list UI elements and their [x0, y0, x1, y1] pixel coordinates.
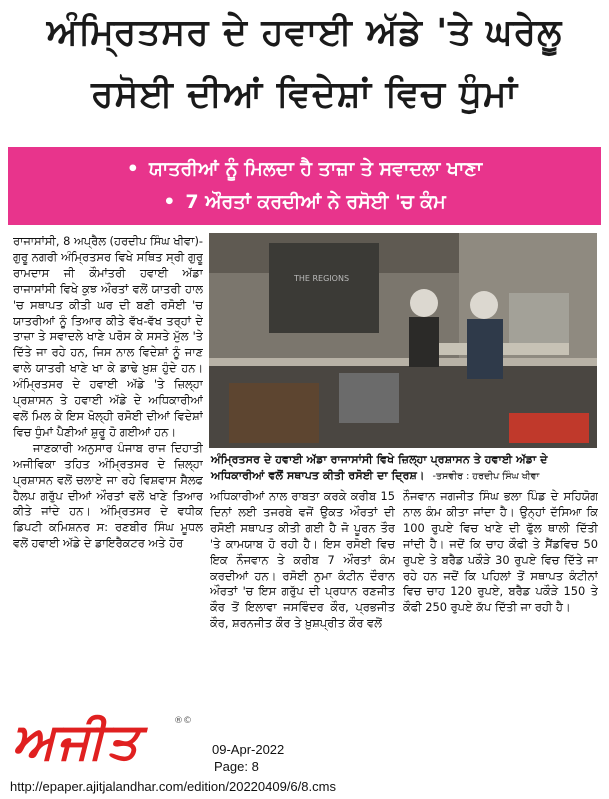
- headline-line-2: ਰਸੋਈ ਦੀਆਂ ਵਿਦੇਸ਼ਾਂ ਵਿਚ ਧੁੰਮਾਂ: [91, 74, 518, 115]
- caption-text: ਅੰਮ੍ਰਿਤਸਰ ਦੇ ਹਵਾਈ ਅੱਡਾ ਰਾਜਾਸਾਂਸੀ ਵਿਖੇ ਜ਼ਿਲ੍ਹਾ ਪ੍ਰਸ਼ਾਸਨ ਤੇ ਹਵਾਈ ਅੱਡਾ ਦੇ ਅਧਿਕਾਰੀਆਂ ਵਲੋਂ ਸਥਾਪਤ ਕੀਤੀ ਰਸੋਈ ਦਾ ਦ੍ਰਿਸ਼।: [211, 453, 548, 482]
- banner-text-2: 7 ਔਰਤਾਂ ਕਰਦੀਆਂ ਨੇ ਰਸੋਈ 'ਚ ਕੰਮ: [185, 191, 446, 213]
- headline-line-1: ਅੰਮ੍ਰਿਤਸਰ ਦੇ ਹਵਾਈ ਅੱਡੇ 'ਤੇ ਘਰੇਲੂ: [46, 12, 563, 53]
- edition-date: 09-Apr-2022: [212, 742, 285, 757]
- photo-caption: [211, 452, 597, 484]
- article-paragraph: ਰਾਜਾਸਾਂਸੀ, 8 ਅਪ੍ਰੈਲ (ਹਰਦੀਪ ਸਿੰਘ ਖੀਵਾ)-ਗੁਰੂ ਨਗਰੀ ਅੰਮ੍ਰਿਤਸਰ ਵਿਖੇ ਸਥਿਤ ਸ੍ਰੀ ਗੁਰੂ ਰਾਮਦਾਸ ਜੀ ਕੌਮਾਂਤਰੀ ਹਵਾਈ ਅੱਡਾ ਰਾਜਾਸਾਂਸੀ ਵਿਖੇ ਕੁਝ ਔਰਤਾਂ ਵਲੋਂ ਯਾਤਰੀ ਹਾਲ 'ਚ ਸਥਾਪਤ ਕੀਤੀ ਘਰ ਦੀ ਬਣੀ ਰਸੋਈ 'ਚ ਯਾਤਰੀਆਂ ਨੂੰ ਤਿਆਰ ਕੀਤੇ ਵੱਖ-ਵੱਖ ਤਰ੍ਹਾਂ ਦੇ ਤਾਜ਼ਾ ਤੇ ਸਵਾਦਲੇ ਖਾਣੇ ਪਰੋਸ ਕੇ ਸਸਤੇ ਮੁੱਲ 'ਤੇ ਦਿੱਤੇ ਜਾ ਰਹੇ ਹਨ, ਜਿਸ ਨਾਲ ਵਿਦੇਸ਼ਾਂ ਨੂੰ ਜਾਣ ਵਾਲੇ ਯਾਤਰੀ ਖਾਣੇ ਖਾ ਕੇ ਡਾਢੇ ਖ਼ੁਸ਼ ਹੁੰਦੇ ਹਨ। ਅੰਮ੍ਰਿਤਸਰ ਦੇ ਹਵਾਈ ਅੱਡੇ 'ਤੇ ਜ਼ਿਲ੍ਹਾ ਪ੍ਰਸ਼ਾਸਨ ਤੇ ਹਵਾਈ ਅੱਡੇ ਦੇ ਅਧਿਕਾਰੀਆਂ ਵਲੋਂ ਮਿਲ ਕੇ ਇਸ ਖੋਲ੍ਹੀ ਰਸੋਈ ਦੀਆਂ ਵਿਦੇਸ਼ਾਂ ਵਿਚ ਧੁੰਮਾਂ ਪੈਣੀਆਂ ਸ਼ੁਰੂ ਹੋ ਗਈਆਂ ਹਨ।: [13, 234, 203, 439]
- page-number: Page: 8: [214, 759, 259, 774]
- bullet-icon: •: [163, 191, 176, 213]
- article-paragraph: ਨੌਜਵਾਨ ਜਗਜੀਤ ਸਿੰਘ ਭਲਾ ਪਿੰਡ ਦੇ ਸਹਿਯੋਗ ਨਾਲ ਕੰਮ ਕੀਤਾ ਜਾਂਦਾ ਹੈ। ਉਨ੍ਹਾਂ ਦੱਸਿਆ ਕਿ 100 ਰੁਪਏ ਵਿਚ ਖਾਣੇ ਦੀ ਫੁੱਲ ਥਾਲੀ ਦਿੱਤੀ ਜਾਂਦੀ ਹੈ। ਜਦੋਂ ਕਿ ਚਾਹ ਕੌਫੀ ਤੇ ਸੈਂਡਵਿਚ 50 ਰੁਪਏ ਤੇ ਬਰੈਡ ਪਕੌੜੇ 30 ਰੁਪਏ ਵਿਚ ਦਿੱਤੇ ਜਾ ਰਹੇ ਹਨ ਜਦੋਂ ਕਿ ਪਹਿਲਾਂ ਤੋਂ ਸਥਾਪਤ ਕੰਟੀਨਾਂ ਵਿਚ ਚਾਹ 120 ਰੁਪਏ, ਬਰੈਡ ਪਕੌੜੇ 150 ਤੇ ਕੌਫੀ 250 ਰੁਪਏ ਕੱਪ ਦਿੱਤੀ ਜਾ ਰਹੀ ਹੈ।: [403, 489, 598, 615]
- article-paragraph: ਜਾਣਕਾਰੀ ਅਨੁਸਾਰ ਪੰਜਾਬ ਰਾਜ ਦਿਹਾਤੀ ਅਜੀਵਿਕਾ ਤਹਿਤ ਅੰਮ੍ਰਿਤਸਰ ਦੇ ਜ਼ਿਲ੍ਹਾ ਪ੍ਰਸ਼ਾਸਨ ਵਲੋਂ ਚਲਾਏ ਜਾ ਰਹੇ ਵਿਸ਼ਵਾਸ ਸੈਲਫ ਹੈਲਪ ਗਰੁੱਪ ਦੀਆਂ ਔਰਤਾਂ ਵਲੋਂ ਖਾਣੇ ਤਿਆਰ ਕੀਤੇ ਜਾਂਦੇ ਹਨ। ਅੰਮ੍ਰਿਤਸਰ ਦੇ ਵਧੀਕ ਡਿਪਟੀ ਕਮਿਸ਼ਨਰ ਸ: ਰਣਬੀਰ ਸਿੰਘ ਮੂਧਲ ਵਲੋਂ ਹਵਾਈ ਅੱਡੇ ਦੇ ਡਾਇਰੈਕਟਰ ਅਤੇ ਹੋਰ: [13, 440, 203, 551]
- logo-wordmark: ਅਜੀਤ: [12, 712, 141, 770]
- source-url[interactable]: http://epaper.ajitjalandhar.com/edition/20220409/6/8.cms: [10, 779, 336, 794]
- bullet-icon: •: [126, 158, 139, 180]
- banner-text-1: ਯਾਤਰੀਆਂ ਨੂੰ ਮਿਲਦਾ ਹੈ ਤਾਜ਼ਾ ਤੇ ਸਵਾਦਲਾ ਖਾਣਾ: [148, 158, 483, 180]
- banner-point-1: [8, 152, 601, 186]
- kitchen-photo: [209, 233, 597, 448]
- article-column-3: [403, 489, 598, 789]
- kitchen-photo-illustration: [209, 233, 597, 448]
- ajit-logo: [2, 708, 192, 778]
- banner-point-2: [8, 185, 601, 219]
- wall-sign: THE REGIONS: [294, 274, 350, 283]
- article-paragraph: ਅਧਿਕਾਰੀਆਂ ਨਾਲ ਰਾਬਤਾ ਕਰਕੇ ਕਰੀਬ 15 ਦਿਨਾਂ ਲਈ ਤਜਰਬੇ ਵਜੋਂ ਉਕਤ ਔਰਤਾਂ ਦੀ ਰਸੋਈ ਸਥਾਪਤ ਕੀਤੀ ਗਈ ਹੈ ਜੋ ਪੂਰਨ ਤੌਰ 'ਤੇ ਕਾਮਯਾਬ ਹੋ ਰਹੀ ਹੈ। ਇਸ ਰਸੋਈ ਵਿਚ ਇਕ ਨੌਜਵਾਨ ਤੇ ਕਰੀਬ 7 ਔਰਤਾਂ ਕੰਮ ਕਰਦੀਆਂ ਹਨ। ਰਸੋਈ ਨੁਮਾ ਕੰਟੀਨ ਦੌਰਾਨ ਔਰਤਾਂ 'ਚ ਇਸ ਗਰੁੱਪ ਦੀ ਪ੍ਰਧਾਨ ਰਣਜੀਤ ਕੌਰ ਤੋਂ ਇਲਾਵਾ ਜਸਵਿੰਦਰ ਕੌਰ, ਪ੍ਰਭਜੀਤ ਕੌਰ, ਸ਼ਰਨਜੀਤ ਕੌਰ ਤੇ ਖ਼ੁਸ਼ਪ੍ਰੀਤ ਕੌਰ ਵਲੋਂ: [210, 489, 395, 631]
- photo-credit: -ਤਸਵੀਰ : ਹਰਦੀਪ ਸਿੰਘ ਖੀਵਾ: [432, 470, 540, 482]
- logo-registered-mark: ®©: [174, 716, 192, 726]
- subheadline-banner: [8, 147, 601, 225]
